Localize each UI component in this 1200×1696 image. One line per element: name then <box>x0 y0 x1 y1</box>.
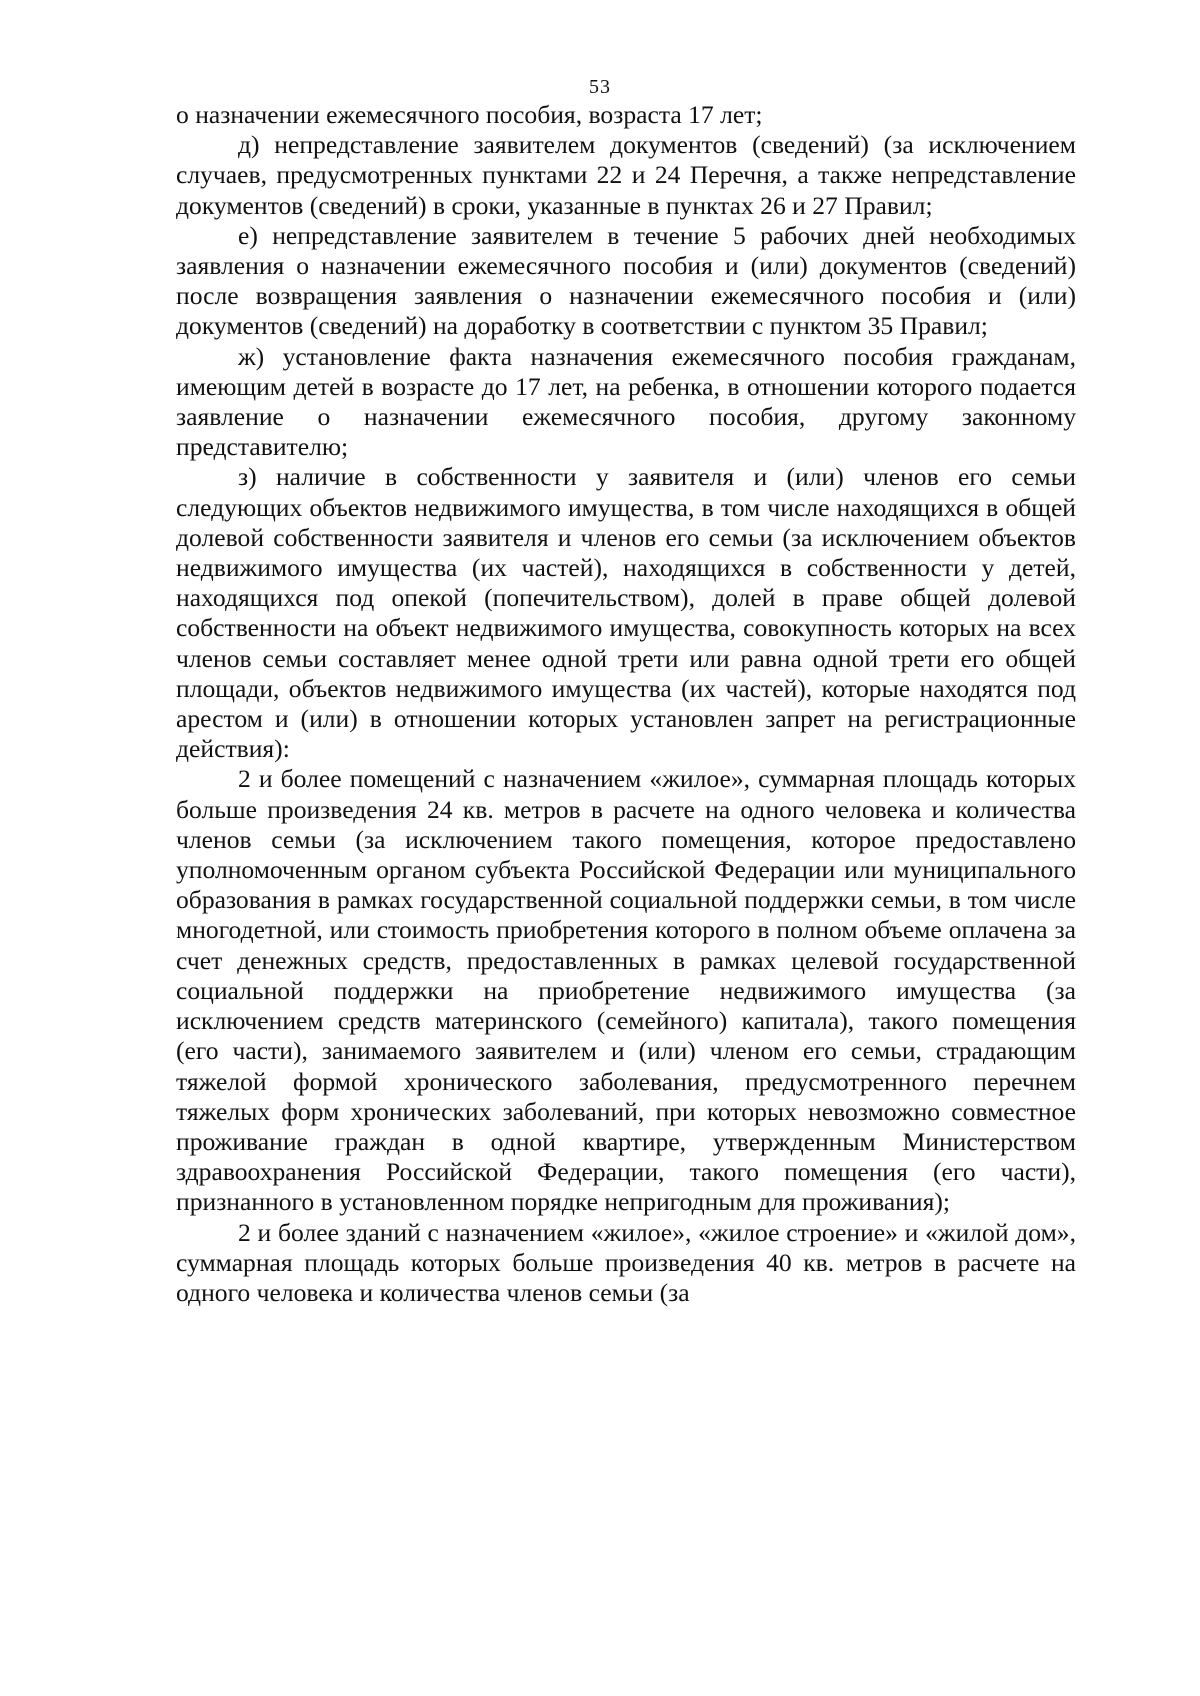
document-body <box>176 100 1076 1308</box>
paragraph-buildings: 2 и более зданий с назначением «жилое», «жилое строение» и «жилой дом», суммарная площадь которых больше произведения 40 кв. метров в расчете на одного человека и количества членов семьи (за <box>176 1217 1076 1307</box>
paragraph-premises: 2 и более помещений с назначением «жилое», суммарная площадь которых больше произведения 24 кв. метров в расчете на одного человека и количества членов семьи (за исключением такого помещения, которое предоставлено уполномоченным органом субъекта Российской Федерации или муниципального образования в рамках государственной социальной поддержки семьи, в том числе многодетной, или стоимость приобретения которого в полном объеме оплачена за счет денежных средств, предоставленных в рамках целевой государственной социальной поддержки на приобретение недвижимого имущества (за исключением средств материнского (семейного) капитала), такого помещения (его части), занимаемого заявителем и (или) членом его семьи, страдающим тяжелой формой хронического заболевания, предусмотренного перечнем тяжелых форм хронических заболеваний, при которых невозможно совместное проживание граждан в одной квартире, утвержденным Министерством здравоохранения Российской Федерации, такого помещения (его части), признанного в установленном порядке непригодным для проживания); <box>176 764 1076 1217</box>
paragraph-item-e: е) непредставление заявителем в течение 5 рабочих дней необходимых заявления о назначении ежемесячного пособия и (или) документов (сведений) после возвращения заявления о назначении ежемесячного пособия и (или) документов (сведений) на доработку в соответствии с пунктом 35 Правил; <box>176 220 1076 341</box>
paragraph-continuation: о назначении ежемесячного пособия, возраста 17 лет; <box>176 100 763 129</box>
paragraph-item-z: з) наличие в собственности у заявителя и (или) членов его семьи следующих объектов недвижимого имущества, в том числе находящихся в общей долевой собственности заявителя и членов его семьи (за исключением объектов недвижимого имущества (их частей), находящихся в собственности у детей, находящихся под опекой (попечительством), долей в праве общей долевой собственности на объект недвижимого имущества, совокупность которых на всех членов семьи составляет менее одной трети или равна одной трети его общей площади, объектов недвижимого имущества (их частей), которые находятся под арестом и (или) в отношении которых установлен запрет на регистрационные действия): <box>176 462 1076 764</box>
paragraph-item-d: д) непредставление заявителем документов (сведений) (за исключением случаев, предусмотренных пунктами 22 и 24 Перечня, а также непредставление документов (сведений) в сроки, указанные в пунктах 26 и 27 Правил; <box>176 130 1076 220</box>
paragraph-item-zh: ж) установление факта назначения ежемесячного пособия гражданам, имеющим детей в возрасте до 17 лет, на ребенка, в отношении которого подается заявление о назначении ежемесячного пособия, другому законному представителю; <box>176 341 1076 462</box>
page-number: 53 <box>589 76 611 98</box>
